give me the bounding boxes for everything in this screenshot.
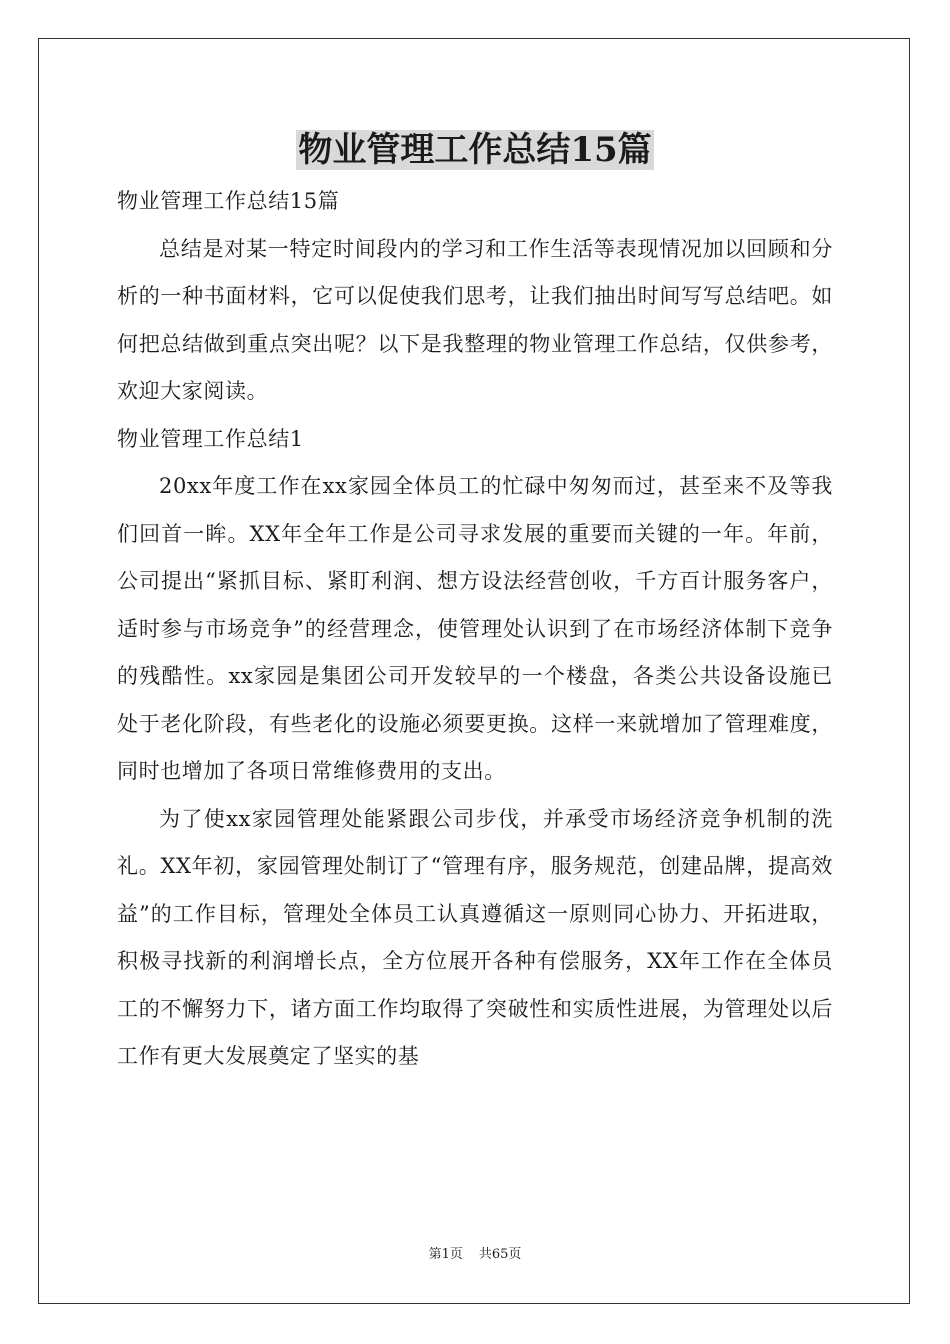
document-subtitle: 物业管理工作总结15篇 [117,189,340,213]
page-number-current: 第1页 [428,1247,463,1262]
document-title-text: 物业管理工作总结15篇 [298,130,652,170]
page-footer [0,1245,950,1265]
section-heading: 物业管理工作总结1 [117,426,304,451]
document-body [117,178,833,1081]
body-paragraph-1: 20xx年度工作在xx家园全体员工的忙碌中匆匆而过，甚至来不及等我们回首一眸。XX年全年工作是公司寻求发展的重要而关键的一年。年前，公司提出“紧抓目标、紧盯利润、想方设法经营创收，千方百计服务客户，适时参与市场竞争”的经营理念，使管理处认识到了在市场经济体制下竞争的残酷性。xx家园是集团公司开发较早的一个楼盘，各类公共设备设施已处于老化阶段，有些老化的设施必须要更换。这样一来就增加了管理难度，同时也增加了各项日常维修费用的支出。 [117,474,833,783]
intro-paragraph: 总结是对某一特定时间段内的学习和工作生活等表现情况加以回顾和分析的一种书面材料，它可以促使我们思考，让我们抽出时间写写总结吧。如何把总结做到重点突出呢？以下是我整理的物业管理工作总结，仅供参考，欢迎大家阅读。 [117,236,833,403]
body-paragraph-2: 为了使xx家园管理处能紧跟公司步伐，并承受市场经济竞争机制的洗礼。XX年初，家园管理处制订了“管理有序，服务规范，创建品牌，提高效益”的工作目标，管理处全体员工认真遵循这一原则同心协力、开拓进取，积极寻找新的利润增长点，全方位展开各种有偿服务，XX年工作在全体员工的不懈努力下，诸方面工作均取得了突破性和实质性进展，为管理处以后工作有更大发展奠定了坚实的基 [117,806,833,1068]
document-title [0,126,950,174]
page-number-total: 共65页 [478,1247,522,1262]
